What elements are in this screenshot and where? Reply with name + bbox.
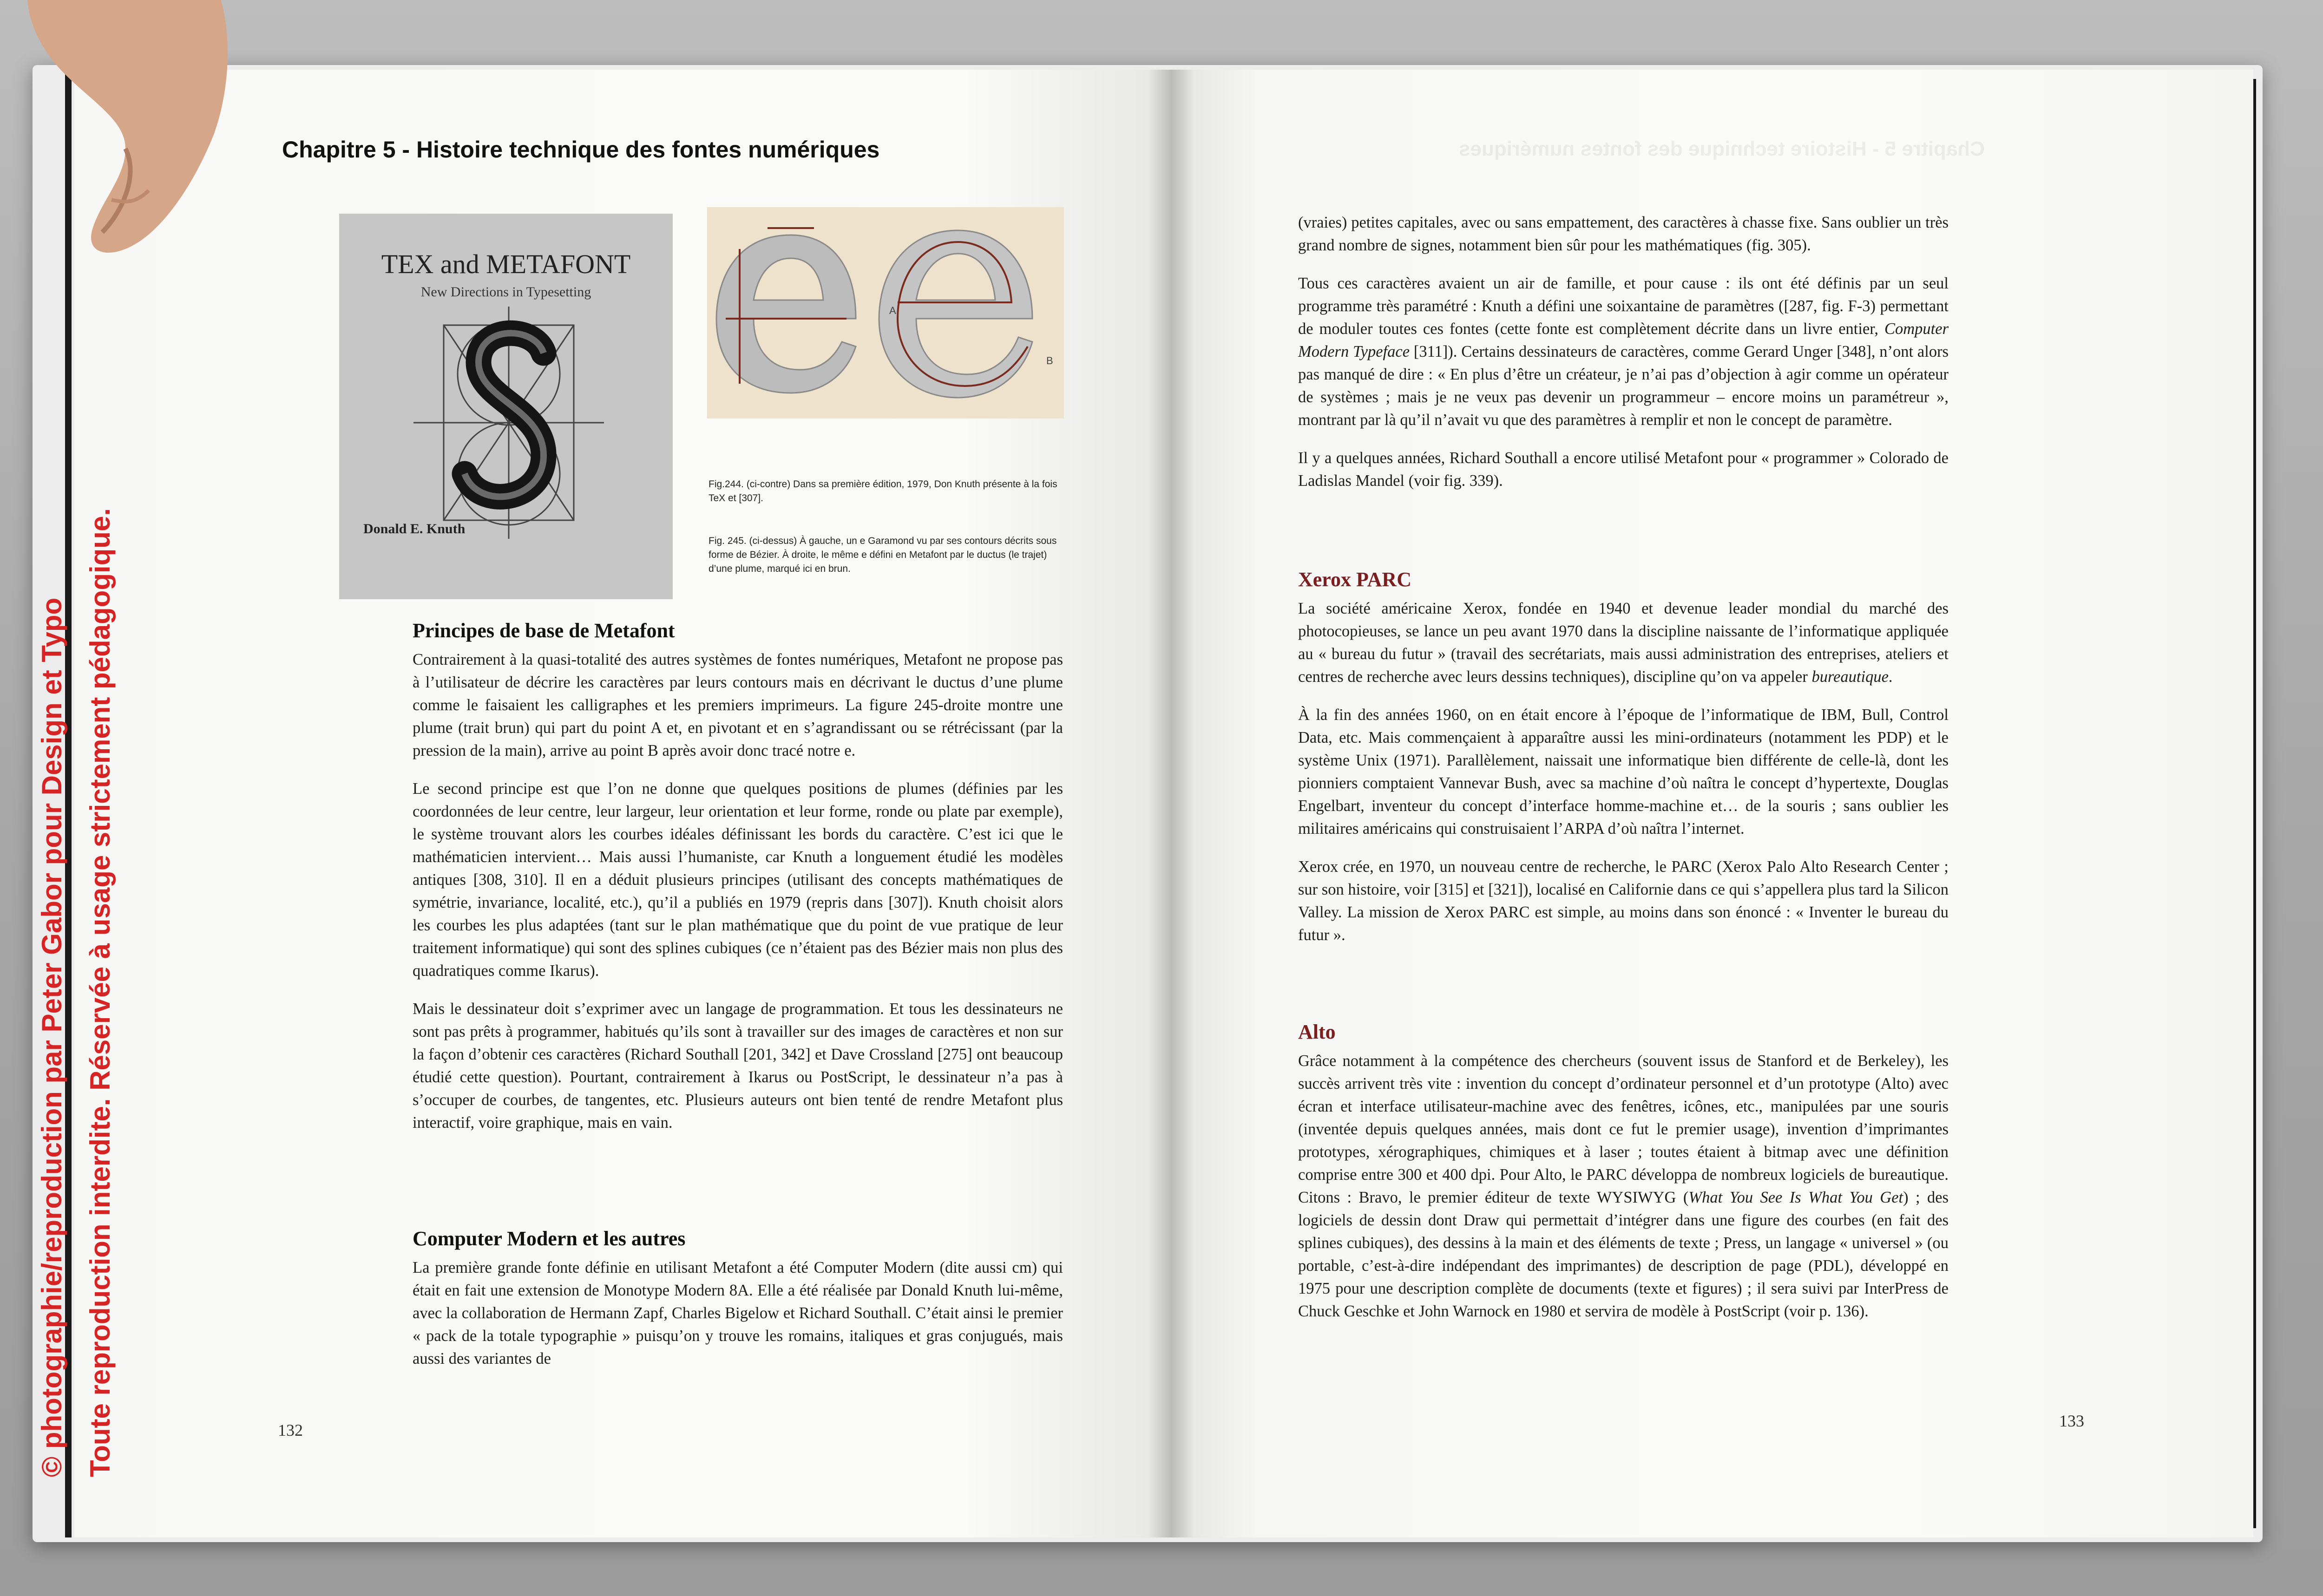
page-number-right: 133	[2059, 1412, 2084, 1430]
italic-term: bureautique	[1811, 668, 1889, 686]
text-run: .	[1888, 668, 1893, 686]
paragraph	[1298, 1050, 1949, 1323]
show-through-header: Chapitre 5 - Histoire technique des fontes numériques	[1459, 137, 1985, 160]
paragraph: Contrairement à la quasi-totalité des autres systèmes de fontes numériques, Metafont ne propose pas à l’utilisateur de décrire les caractères par leurs contours mais en décrivant le ductus d’une plume comme le faisaient les calligraphes et les premiers imprimeurs. La figure 245-droite montre une plume (trait brun) qui part du point A et, en pivotant et en s’agrandissant ou se rétrécissant (par la pression de la main), arrive au point B après avoir donc tracé notre e.	[413, 651, 1063, 759]
paragraph: Mais le dessinateur doit s’exprimer avec un langage de programmation. Et tous les dessinateurs ne sont pas prêts à programmer, habitués qu’ils sont à travailler sur des images de caractères et non sur la façon d’obtenir ces caractères (Richard Southall [201, 342] et Dave Crossland [275] ont beaucoup étudié cette question). Pourtant, contrairement à Ikarus ou PostScript, le dessinateur n’a pas à s’occuper de courbes, de tangentes, etc. Plusieurs auteurs ont bien tenté de rendre Metafont plus interactif, voire graphique, mais en vain.	[413, 1000, 1063, 1132]
watermark-line-2: Toute reproduction interdite. Réservée à usage strictement pédagogique.	[85, 508, 116, 1477]
left-body-section2	[413, 1256, 1063, 1386]
paragraph: Xerox crée, en 1970, un nouveau centre de recherche, le PARC (Xerox Palo Alto Research Center ; sur son histoire, voir [315] et [321]), localisé en Californie dans ce qui s’appellera plus tard la Silicon Valley. La mission de Xerox PARC est simple, au moins dans son énoncé : « Inventer le bureau du futur ».	[1298, 858, 1949, 944]
paragraph	[1298, 272, 1949, 432]
right-body-alto	[1298, 1050, 1949, 1338]
figure-tex-author: Donald E. Knuth	[363, 521, 466, 536]
text-run: ) ; des logiciels de dessin dont Draw qui permettait d’intégrer dans une figure des courbes (en fait des splines cubiques), des dessins à la main et des éléments de texte ; Press, un langage « universel » (ou portable, c’est-à-dire indépendant des imprimantes) de description de page (PDL), développé en 1975 pour une description complète de documents (texte et figures) ; il sera suivi par InterPress de Chuck Geschke et John Warnock en 1980 et servira de modèle à PostScript (voir p. 136).	[1298, 1189, 1949, 1320]
figure-tex-metafont-cover	[339, 214, 673, 599]
paragraph: Le second principe est que l’on ne donne que quelques positions de plumes (définies par les coordonnées de leur centre, leur largeur, leur orientation et leur forme, ronde ou plate par exemple), le système trouvant alors les courbes idéales définissant les bords du caractère. C’est ici que le mathématicien intervient… Mais aussi l’humaniste, car Knuth a longuement étudié les modèles antiques [308, 310]. Il en a déduit plusieurs principes (utilisant des concepts mathématiques de symétrie, invariance, localité, etc.), qu’il a publiés en 1979 (repris dans [307]). Knuth choisit alors les courbes les plus adaptées (tant sur le plan mathématique que du point de vue pratique de leur traitement informatique) qui sont des splines cubiques (ce n’étaient pas des Bézier mais non plus des quadratiques comme Ikarus).	[413, 780, 1063, 980]
page-number-left: 132	[278, 1421, 303, 1439]
right-body-top	[1298, 211, 1949, 508]
left-body-section1	[413, 648, 1063, 1150]
figure-e-label-a: A	[889, 305, 896, 316]
paragraph: Il y a quelques années, Richard Southall a encore utilisé Metafont pour « programmer » Colorado de Ladislas Mandel (voir fig. 339).	[1298, 449, 1949, 490]
text-run: [311]). Certains dessinateurs de caractères, comme Gerard Unger [348], n’ont alors pas manqué de dire : « En plus d’être un créateur, je n’ai pas d’objection à agir comme un opérateur de systèmes ; mais je ne veux pas devenir un programmeur – encore moins un paramétreur », montrant par là qu’il n’avait vu que des paramètres à remplir et non le concept de paramètre.	[1298, 343, 1949, 429]
figure-e-label-b: B	[1046, 355, 1053, 366]
section-title-computer-modern: Computer Modern et les autres	[413, 1227, 686, 1250]
figure-tex-subtitle: New Directions in Typesetting	[420, 284, 591, 300]
italic-book-title: Computer Modern Typeface	[1298, 320, 1949, 360]
figure-e-comparison	[707, 207, 1064, 419]
chapter-title: Chapitre 5 - Histoire technique des fontes numériques	[282, 137, 880, 163]
caption-fig-244: Fig.244. (ci-contre) Dans sa première édition, 1979, Don Knuth présente à la fois TeX et [307].	[709, 479, 1057, 504]
right-body-xerox	[1298, 597, 1949, 962]
section-title-xerox-parc: Xerox PARC	[1298, 568, 1411, 591]
section-title-metafont: Principes de base de Metafont	[413, 619, 675, 642]
text-run: Grâce notamment à la compétence des chercheurs (souvent issus de Stanford et de Berkeley), les succès arrivent très vite : invention du concept d’ordinateur personnel et d’un prototype (Alto) avec écran et interface utilisateur-machine avec des fenêtres, icônes, etc., manipulées par une souris (inventée depuis quelques années, mais dont ce fut le premier usage), invention d’imprimantes prototypes, xérographiques, chimiques et à laser ; toutes étaient à bitmap avec une définition comprise entre 300 et 400 dpi. Pour Alto, le PARC développa de nombreux logiciels de bureautique. Citons : Bravo, le premier éditeur de texte WYSIWYG (	[1298, 1052, 1949, 1206]
italic-acronym: What You See Is What You Get	[1688, 1189, 1903, 1206]
text-run: Tous ces caractères avaient un air de famille, et pour cause : ils ont été définis par un seul programme très paramétré : Knuth a défini une soixantaine de paramètres ([287, fig. F-3) permettant de moduler toutes ces fontes (cette fonte est complètement décrite dans un livre entier,	[1298, 275, 1949, 338]
paragraph: La première grande fonte définie en utilisant Metafont a été Computer Modern (dite aussi cm) qui était en fait une extension de Monotype Modern 8A. Elle a été réalisée par Donald Knuth lui-même, avec la collaboration de Hermann Zapf, Charles Bigelow et Richard Southall. C’était ainsi le premier « pack de la totale typographie » puisqu’on y trouve les romains, italiques et gras conjugués, mais aussi des variantes de	[413, 1259, 1063, 1367]
figure-tex-title: TEX and METAFONT	[381, 249, 631, 279]
paragraph: À la fin des années 1960, on en était encore à l’époque de l’informatique de IBM, Bull, Control Data, etc. Mais commençaient à apparaître aussi les mini-ordinateurs (notamment les PDP) et le système Unix (1971). Parallèlement, naissait une informatique bien différente de celle-là, dont les pionniers comptaient Vannevar Bush, avec sa machine d’où naîtra le concept d’hypertexte, Douglas Engelbart, inventeur du concept d’interface homme-machine et… de la souris ; sans oublier les militaires américains qui construisaient l’ARPA d’où naîtra l’internet.	[1298, 706, 1949, 837]
paragraph	[1298, 597, 1949, 688]
caption-fig-245: Fig. 245. (ci-dessus) À gauche, un e Garamond vu par ses contours décrits sous forme de Bézier. À droite, le même e défini en Metafont par le ductus (le trajet) d’une plume, marqué ici en brun.	[709, 536, 1057, 574]
text-run: La société américaine Xerox, fondée en 1940 et devenue leader mondial du marché des photocopieuses, se lance un peu avant 1970 dans la discipline naissante de l’informatique appliquée au « bureau du futur » (travail des secrétariats, mais aussi administration des entreprises, ateliers et centres de recherche avec leurs dessins techniques), discipline qu’on va appeler	[1298, 600, 1949, 686]
metafont-s-drawing	[339, 214, 673, 599]
watermark-line-1: © photographie/reproduction par Peter Gabor pour Design et Typo	[36, 597, 67, 1477]
paragraph: (vraies) petites capitales, avec ou sans empattement, des caractères à chasse fixe. Sans oublier un très grand nombre de signes, notamment bien sûr pour les mathématiques (fig. 305).	[1298, 214, 1949, 254]
section-title-alto: Alto	[1298, 1020, 1336, 1043]
copyright-watermark	[28, 508, 125, 1477]
book-gutter	[1148, 70, 1194, 1537]
finger-image	[0, 0, 279, 269]
e-glyphs-drawing	[707, 207, 1064, 419]
